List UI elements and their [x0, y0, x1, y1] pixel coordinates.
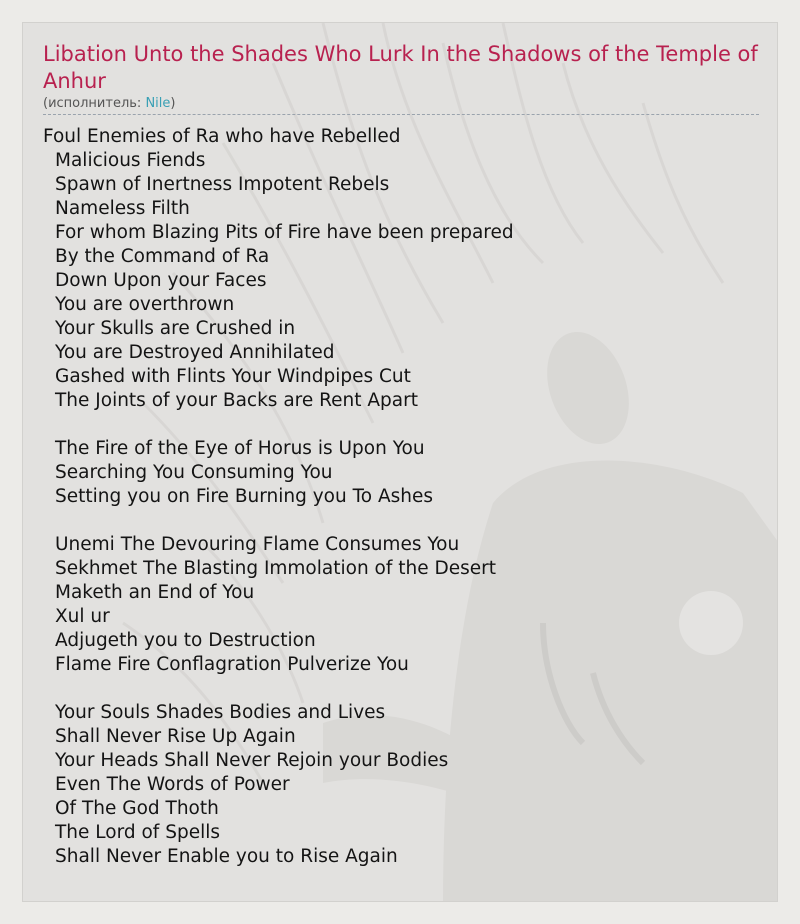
- lyric-line: Down Upon your Faces: [55, 270, 267, 291]
- lyric-line: Maketh an End of You: [55, 582, 255, 603]
- lyric-line: Adjugeth you to Destruction: [55, 630, 316, 651]
- lyric-line: Shall Never Enable you to Rise Again: [55, 846, 398, 867]
- title-divider: [43, 114, 759, 115]
- lyric-line: For whom Blazing Pits of Fire have been prepared: [55, 222, 514, 243]
- lyric-line: Sekhmet The Blasting Immolation of the Desert: [55, 558, 497, 579]
- lyric-line: Malicious Fiends: [55, 150, 206, 171]
- lyric-line: Flame Fire Conflagration Pulverize You: [55, 654, 409, 675]
- lyric-line: You are Destroyed Annihilated: [55, 342, 335, 363]
- lyric-line: Xul ur: [55, 606, 110, 627]
- artist-line: [43, 95, 759, 114]
- lyric-line: Searching You Consuming You: [55, 462, 333, 483]
- lyric-line: Shall Never Rise Up Again: [55, 726, 296, 747]
- lyrics-card: [22, 22, 778, 902]
- lyrics-body: [43, 125, 759, 869]
- lyric-line: Of The God Thoth: [55, 798, 219, 819]
- stanza-break: [43, 413, 759, 437]
- lyric-line: You are overthrown: [55, 294, 235, 315]
- lyric-line: Unemi The Devouring Flame Consumes You: [55, 534, 460, 555]
- song-title: Libation Unto the Shades Who Lurk In the Shadows of the Temple of Anhur: [43, 42, 758, 93]
- stanza-break: [43, 677, 759, 701]
- lyric-line: Your Heads Shall Never Rejoin your Bodies: [55, 750, 449, 771]
- lyric-line: The Lord of Spells: [55, 822, 220, 843]
- artist-suffix: ): [170, 96, 176, 111]
- artist-prefix: (исполнитель:: [43, 96, 146, 111]
- lyric-line: The Fire of the Eye of Horus is Upon You: [55, 438, 425, 459]
- lyric-line: Spawn of Inertness Impotent Rebels: [55, 174, 390, 195]
- lyric-line: Foul Enemies of Ra who have Rebelled: [43, 126, 401, 147]
- lyric-line: Even The Words of Power: [55, 774, 290, 795]
- lyric-line: The Joints of your Backs are Rent Apart: [55, 390, 418, 411]
- lyric-line: Your Skulls are Crushed in: [55, 318, 296, 339]
- lyric-line: Setting you on Fire Burning you To Ashes: [55, 486, 433, 507]
- lyric-line: By the Command of Ra: [55, 246, 270, 267]
- stanza-break: [43, 509, 759, 533]
- artist-link[interactable]: Nile: [145, 96, 171, 111]
- lyric-line: Your Souls Shades Bodies and Lives: [55, 702, 386, 723]
- song-content: [43, 41, 759, 869]
- lyric-line: Nameless Filth: [55, 198, 190, 219]
- lyric-line: Gashed with Flints Your Windpipes Cut: [55, 366, 411, 387]
